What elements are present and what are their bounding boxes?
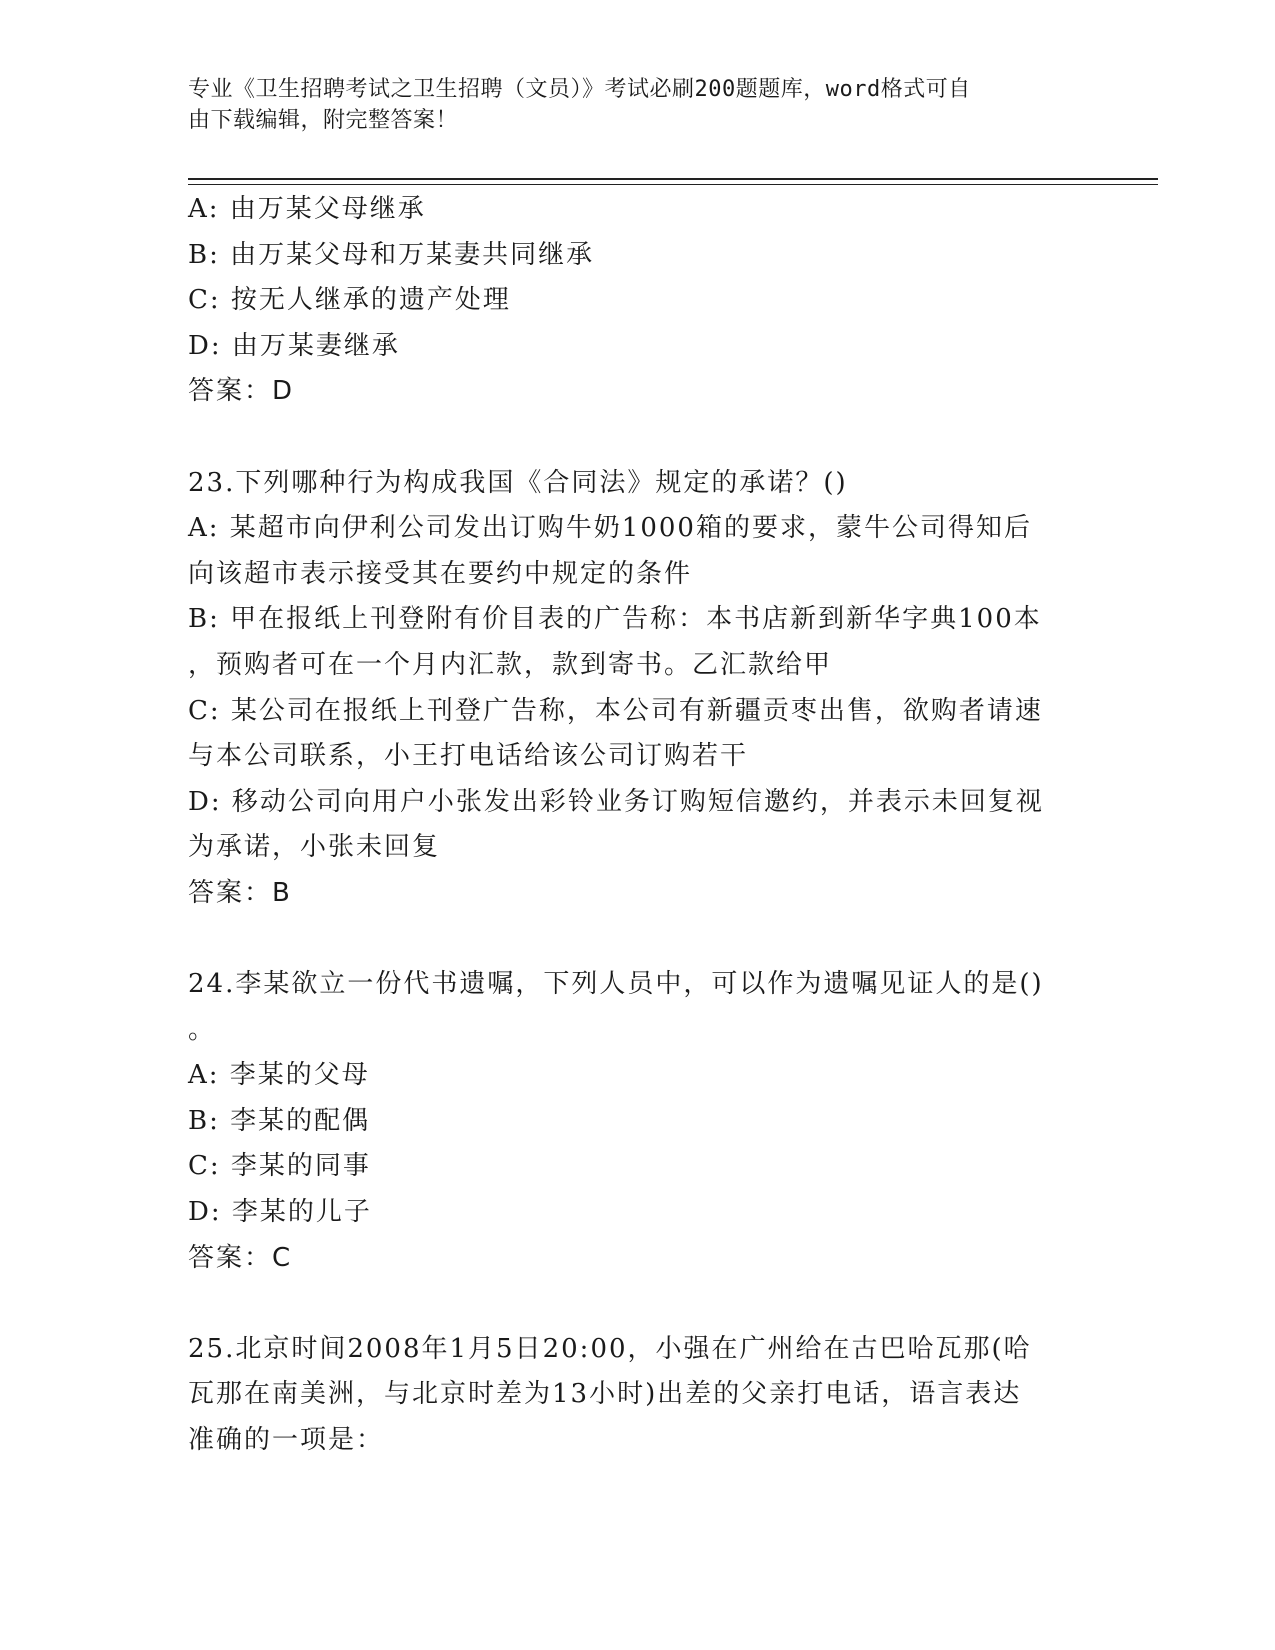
option-a: A: 由万某父母继承: [188, 194, 426, 224]
question-text-continued: 。: [188, 1014, 217, 1045]
answer: 答案：B: [188, 877, 292, 908]
option-b: B: 由万某父母和万某妻共同继承: [188, 239, 595, 270]
question-23: [188, 461, 1078, 917]
spacer: [188, 917, 1078, 963]
option-b: B: 李某的配偶: [188, 1105, 371, 1136]
option-d: D: 李某的儿子: [188, 1197, 372, 1228]
header-line-1: 专业《卫生招聘考试之卫生招聘（文员）》考试必刷200题题库，word格式可自: [188, 77, 971, 102]
header-divider-thin: [188, 184, 1158, 185]
question-text: 25.北京时间2008年1月5日20:00，小强在广州给在古巴哈瓦那(哈: [188, 1333, 1032, 1364]
question-25: [188, 1327, 1078, 1464]
option-a-continued: 向该超市表示接受其在要约中规定的条件: [188, 558, 693, 589]
question-24: [188, 962, 1078, 1281]
option-c: C: 某公司在报纸上刊登广告称，本公司有新疆贡枣出售，欲购者请速: [188, 695, 1043, 726]
question-22: [188, 187, 1078, 415]
option-c: C: 按无人继承的遗产处理: [188, 285, 511, 316]
option-a: A: 李某的父母: [188, 1060, 370, 1091]
option-c: C: 李某的同事: [188, 1151, 371, 1182]
header-divider-thick: [188, 178, 1158, 180]
option-d-continued: 为承诺，小张未回复: [188, 832, 441, 863]
question-text-continued: 准确的一项是：: [188, 1425, 385, 1456]
option-a: A: 某超市向伊利公司发出订购牛奶1000箱的要求，蒙牛公司得知后: [188, 513, 1032, 544]
option-d: D: 移动公司向用户小张发出彩铃业务订购短信邀约，并表示未回复视: [188, 786, 1044, 817]
option-b: B: 甲在报纸上刊登附有价目表的广告称：本书店新到新华字典100本: [188, 604, 1042, 635]
document-body: [188, 187, 1078, 1464]
answer: 答案：D: [188, 376, 295, 407]
option-d: D: 由万某妻继承: [188, 330, 400, 361]
option-b-continued: ，预购者可在一个月内汇款，款到寄书。乙汇款给甲: [188, 649, 833, 680]
document-header: [188, 74, 1068, 136]
spacer: [188, 1281, 1078, 1327]
header-line-2: 由下载编辑，附完整答案！: [188, 108, 459, 133]
answer: 答案：C: [188, 1242, 293, 1273]
question-text: 24.李某欲立一份代书遗嘱，下列人员中，可以作为遗嘱见证人的是(): [188, 969, 1044, 1000]
spacer: [188, 415, 1078, 461]
question-text: 23.下列哪种行为构成我国《合同法》规定的承诺？(): [188, 467, 848, 498]
question-text-continued: 瓦那在南美洲，与北京时差为13小时)出差的父亲打电话，语言表达: [188, 1379, 1022, 1410]
option-c-continued: 与本公司联系，小王打电话给该公司订购若干: [188, 741, 749, 772]
